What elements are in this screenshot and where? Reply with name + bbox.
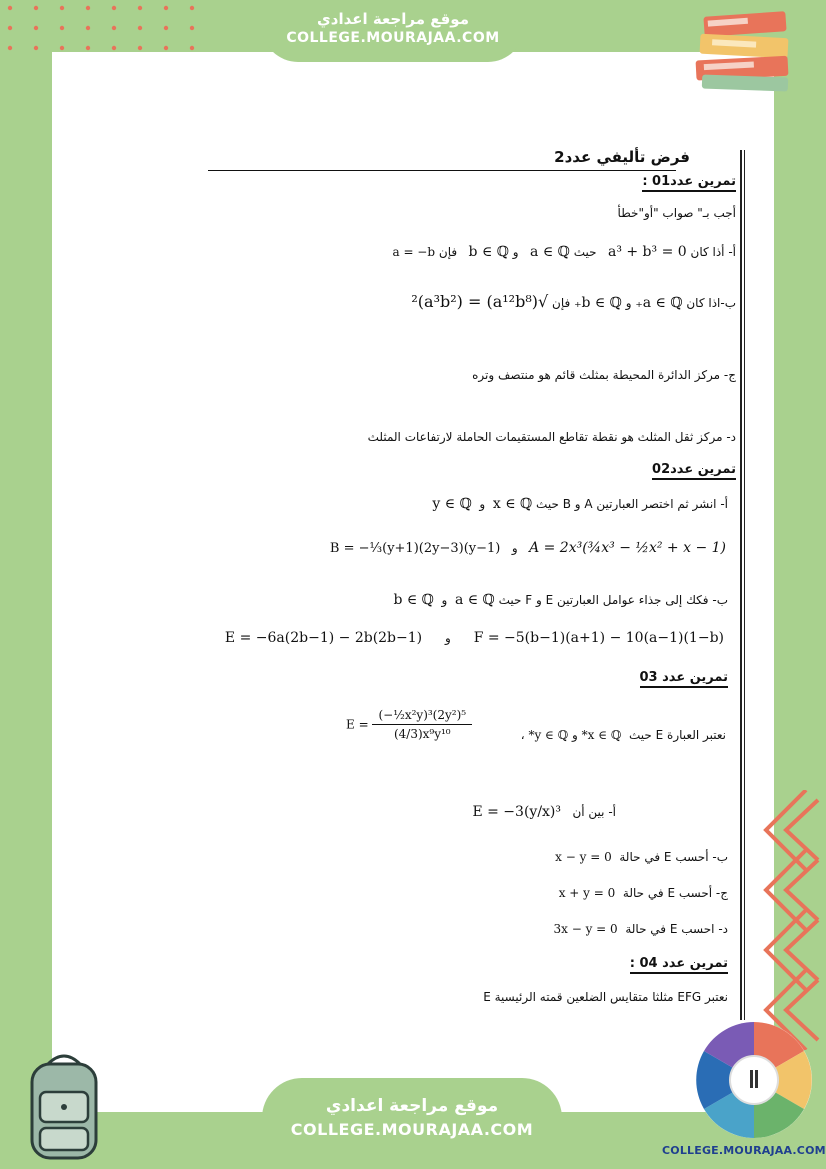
expr-E: E = −6a(2b−1) − 2b(2b−1)	[224, 630, 423, 646]
ex3-intro: نعتبر العبارة E حيث x ∈ ℚ* و y ∈ ℚ* ،	[520, 728, 726, 742]
banner-url[interactable]: COLLEGE.MOURAJAA.COM	[286, 30, 500, 46]
ex2-factor-expressions: F = −5(b−1)(a+1) − 10(a−1)(1−b) و E = −6a(2b−1) − 2b(2b−1)	[224, 630, 724, 646]
ex3-heading: تمرين عدد 03	[640, 670, 728, 685]
ex3-item-d: د- احسب E في حالة 3x − y = 0	[553, 922, 728, 936]
ex1-item-c: ج- مركز الدائرة المحيطة بمثلث قائم هو منتصف وتره	[472, 368, 736, 382]
ex1-item-b: ب-اذا كان a ∈ ℚ₊ و b ∈ ℚ₊ فإن √(a¹²b⁸) = (a³b²)²	[411, 292, 736, 311]
title-underline	[208, 170, 676, 171]
expr-B: B = −⅓(y+1)(2y−3)(y−1)	[329, 541, 501, 556]
ex4-text: نعتبر EFG مثلثا متقايس الضلعين قمته الرئيسية E	[483, 990, 728, 1004]
ex4-heading: تمرين عدد 04 :	[630, 956, 728, 971]
ex3-item-a: أ- بين أن E = −3(y/x)³	[472, 804, 616, 820]
logo-caption[interactable]: COLLEGE.MOURAJAA.COM	[662, 1144, 826, 1157]
ex2-item-a: أ- انشر ثم اختصر العبارتين A و B حيث x ∈ ℚ و y ∈ ℚ	[432, 496, 728, 512]
ex3-item-c: ج- أحسب E في حالة x + y = 0	[558, 886, 728, 900]
ex2-heading: تمرين عدد02	[652, 462, 736, 477]
ex1-instruction: أجب بـ" صواب "أو"خطأ	[617, 206, 736, 220]
expr-F: F = −5(b−1)(a+1) − 10(a−1)(1−b)	[473, 630, 724, 646]
margin-line-inner	[744, 150, 745, 1020]
banner-url-bottom[interactable]: COLLEGE.MOURAJAA.COM	[290, 1120, 534, 1139]
backpack-icon	[14, 1052, 114, 1162]
ex1-item-d: د- مركز ثقل المثلث هو نقطة تقاطع المستقيمات الحاملة لارتفاعات المثلث	[367, 430, 736, 444]
ex2-expressions: A = 2x³(¾x³ − ½x² + x − 1) و B = −⅓(y+1)(2y−3)(y−1)	[329, 540, 726, 556]
expr-A: A = 2x³(¾x³ − ½x² + x − 1)	[529, 540, 726, 556]
banner-arabic: موقع مراجعة اعدادي	[317, 10, 469, 28]
site-logo-icon[interactable]	[694, 1020, 814, 1140]
banner-arabic-bottom: موقع مراجعة اعدادي	[325, 1096, 499, 1116]
bottom-banner[interactable]	[262, 1078, 562, 1169]
margin-line	[740, 150, 742, 1020]
ex3-item-b: ب- أحسب E في حالة x − y = 0	[555, 850, 728, 864]
ex1-item-a: أ- أذا كان a³ + b³ = 0 حيث a ∈ ℚ و b ∈ ℚ فإن a = −b	[392, 244, 736, 260]
ex2-item-b: ب- فكك إلى جذاء عوامل العبارتين E و F حيث a ∈ ℚ و b ∈ ℚ	[393, 592, 728, 608]
exam-title: فرض تأليفي عدد2	[554, 148, 690, 166]
top-banner[interactable]	[262, 0, 524, 62]
ex3-expression: E = $\frac{\text{(−½x²y)³(2y²)⁵}}{\text{(4/3)x⁹y¹⁰}}$	[346, 708, 472, 741]
exam-document	[200, 140, 736, 1020]
books-icon	[690, 10, 800, 96]
ex1-heading: تمرين عدد01 :	[642, 174, 736, 189]
decorative-dots	[0, 0, 210, 60]
